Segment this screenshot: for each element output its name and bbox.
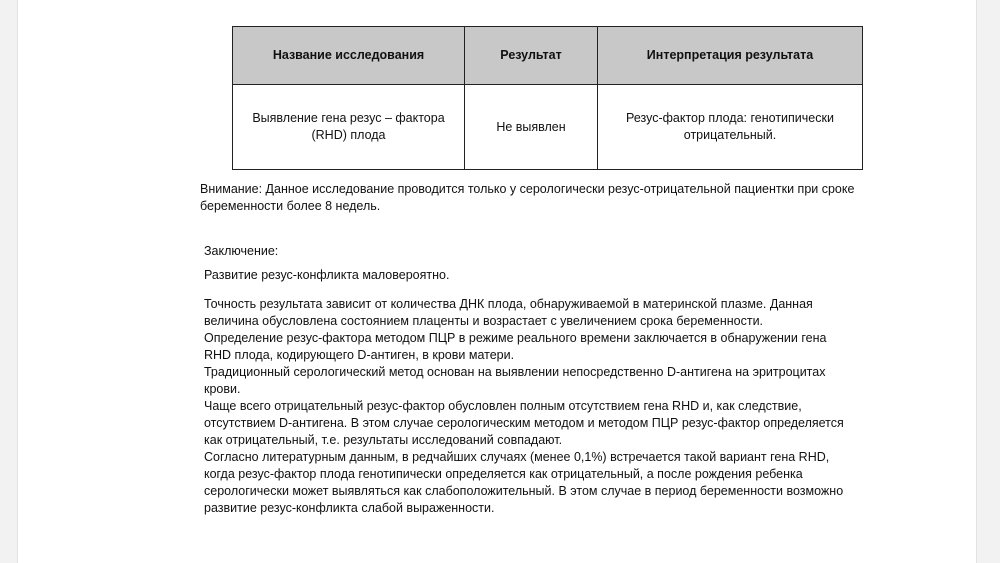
paragraph: Точность результата зависит от количества ДНК плода, обнаруживаемой в материнской плазме. Данная величина обусловлена состоянием плаценты и возрастает с увеличением срока беременности. — [204, 297, 813, 328]
cell-result: Не выявлен — [465, 85, 598, 170]
explanation-text — [204, 296, 854, 517]
conclusion-heading: Заключение: — [204, 244, 279, 258]
attention-note: Внимание: Данное исследование проводится только у серологически резус-отрицательной пациентки при сроке беременности более 8 недель. — [200, 182, 855, 213]
header-test-name: Название исследования — [233, 27, 465, 85]
document-page — [18, 0, 976, 563]
table-header-row — [233, 27, 863, 85]
cell-test-name: Выявление гена резус – фактора (RHD) плода — [233, 85, 465, 170]
paragraph: Согласно литературным данным, в редчайших случаях (менее 0,1%) встречается такой вариант гена RHD, когда резус-фактор плода генотипически определяется как отрицательный, а после рождения ребенка серологически может выявляться как слабоположительный. В этом случае в период беременности возможно развитие резус-конфликта слабой выраженности. — [204, 450, 844, 515]
results-table — [232, 26, 863, 170]
conclusion-text: Развитие резус-конфликта маловероятно. — [204, 268, 450, 282]
header-result: Результат — [465, 27, 598, 85]
paragraph: Определение резус-фактора методом ПЦР в режиме реального времени заключается в обнаружении гена RHD плода, кодирующего D-антиген, в крови матери. — [204, 331, 827, 362]
paragraph: Традиционный серологический метод основан на выявлении непосредственно D-антигена на эритроцитах крови. — [204, 365, 826, 396]
paragraph: Чаще всего отрицательный резус-фактор обусловлен полным отсутствием гена RHD и, как следствие, отсутствием D-антигена. В этом случае серологическим методом и методом ПЦР резус-фактор определяется как отрицательный, т.е. результаты исследований совпадают. — [204, 399, 844, 447]
conclusion-section — [204, 243, 854, 284]
cell-interpretation: Резус-фактор плода: генотипически отрицательный. — [598, 85, 863, 170]
table-row — [233, 85, 863, 170]
header-interpretation: Интерпретация результата — [598, 27, 863, 85]
